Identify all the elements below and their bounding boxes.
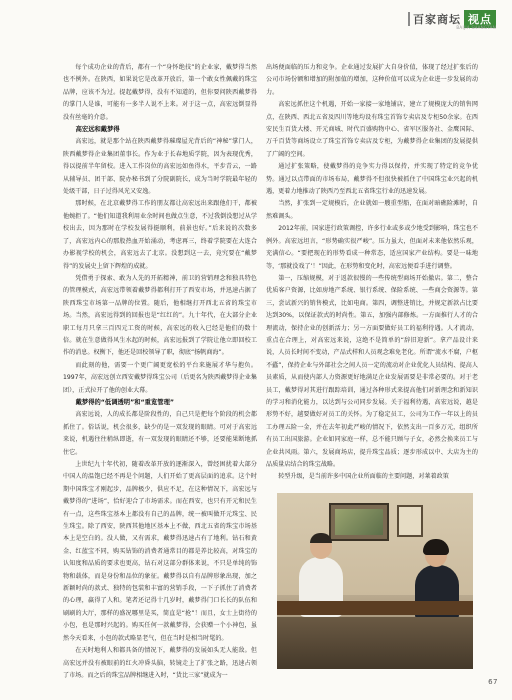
wall-frame — [397, 505, 423, 537]
paragraph: 那时候，在北京戴梦得工作的朋友都让高宏远出来跟他们干，都被他婉拒了。“他们知道我利用业余时间也做点生意，不过我倒没想过从学校出去，因为那时在学校发展得挺顺利，前景也好。”后来说的次数多了，高宏远内心的那股热血开始涌动，考虑再三，终着学院要在大连合办影视学校的机会，高宏远去了北京。没想到这一去，竟究要在“戴梦得”的发展史上留下辉煌的成就。 — [63, 200, 257, 270]
page-number — [488, 678, 498, 686]
paragraph: 凭借勇于探索、敢为人先的开拓精神，前卫的营销理念和独具特色的管理模式，高宏远带领着戴梦得都利打开了西安市场，并迅速占据了陕西珠宝市场第一品牌的位置。随后，他相继打开西北五省的珠宝市场。当然，高宏远得到的回报也是“红红的”。九十年代，在大部分企业职工每月只拿三百四元工资的时候，高宏远的收入已经是他们的数十倍。就在生意做得风生水起的时候，高宏远报到了学院让他立即回校工作的消息。权衡下，他还是回校领导了职，彻底“扬帆商海”。 — [63, 274, 257, 357]
paragraph: 在天时地利人和都具备的情况下，戴梦得的发展如头无人能敌。但高宏远并没有被眼前的红火冲昏头脑，转镜走上了扩张之路，迅速占领了市场。而之后的珠宝品牌相继进入时，“货比三家”就成为一 — [63, 647, 257, 679]
page-number-value: 67 — [488, 678, 498, 686]
paragraph: 高宏远说，人的成长都是阶段性的，自己只是把每个阶段的机会都抓住了。俗话说，机会很多，缺少的是一双发现的眼睛。可对于高宏远来说，机遇往往稍纵即逝，有一双发现的眼睛还不够，还要能果断地抓住它。 — [63, 411, 257, 456]
article-column-right — [266, 62, 478, 484]
wall-painting — [329, 503, 389, 541]
paragraph: 当然，扩张到一定规模后，企业就如一艘重型船，在面对暗礁险滩时，自然难调头。 — [266, 200, 478, 220]
paragraph: 上世纪九十年代初，随着改革开放的逐渐深入，曾经困扰着大部分中国人的温饱已经不再是个问题，人们开始了更高层面的追求。这个时期中国珠宝才刚起步，品牌极少，供应不足，在这种情况下，高宏远与戴梦得的“进场”，恰好迎合了市场需求。而在西安，也只有开元和民生有一点，这些珠宝基本上都没有自己的品牌，统一被叫做开元珠宝、民生珠宝。除了西安，陕西其他地区基本上不做，西北五省的珠宝市场基本上是空白的。没人做，又有需求，戴梦得迅速占有了地利。钻石和黄金、红蓝宝不同，购买钻饰的消费者通常目的都是养比较高，对珠宝的认知度和品质的要求也更高，钻石对这部分群体来说，不只是单纯的饰物和载体，而是身份和品位的象征。戴梦得以自有品牌形象出现，加之新颖时尚的款式、独特的包装和丰富的营销手段，一下子抓住了消费者的心理，赢得了人和。笔者还记得十几岁时，戴梦得门口长长的队伍和刷刷的大厅，那样的盛况哪里是买，简直是“抢”！而且，女士上街待的小包，也是那时兴起的。购买任何一款戴梦得，会获赠一个小神包，虽然今天看来，小包的款式略显老气，但在当时是相当时髦的。 — [63, 461, 257, 642]
photo-foreground — [277, 617, 473, 669]
paragraph: 高宏远，就是那个站在陕西戴梦得璀璨屋光背后的“神秘”掌门人，陕西戴梦得企业集团董事长。作为业于长春地质学院，因为表现优秀，得以提前半年留校。进入工作岗位的高宏远如鱼得水，平步青云，一路从辅导员、团干部、院办秘书到了分院副院长，成为当时学院最年轻的处级干部，日子过得风光又安逸。 — [63, 138, 257, 196]
header-divider — [408, 12, 410, 26]
paragraph: 出场便面临的压力和竞争。企业通过发展扩大自身价值，体现了经过扩张后的公司市场份额和增加的附加值的增加，这种价值可以成为企业进一步发展的动力。 — [266, 64, 478, 96]
paragraph: 每个成功企业的背后，都有一个“身怀绝技”的企业家，戴梦得当然也不例外。在陕西，如果说它是改革开放后，第一个敢女性佩戴的珠宝品牌，应该不为过。提起戴梦得，没有不知道的，但你要问陕西戴梦得的掌门人是谁，可能有一多半人说不上来。对于这一点，高宏远倒显得没有丝毫的介意。 — [63, 64, 257, 121]
paragraph: 通过扩张策略，使戴梦得的竞争实力得以保持，并实现了特定的竞争优势。通过以点带面的市场布局，戴梦得不但很快被抓住了中国珠宝业兴起的机遇，更着力地推动了陕西乃至西北五省珠宝行业的迅速发展。 — [266, 163, 478, 196]
section-label: 百家商坛 — [413, 13, 461, 26]
section-heading: 高宏远和戴梦得 — [75, 126, 120, 134]
section-highlight: 视点 — [464, 10, 496, 28]
section-heading: 戴梦得的“低调透明”和“重览管理” — [75, 398, 175, 406]
paragraph: 高宏远抓住这个机遇，开始一家接一家地铺店，建立了规模庞大的销售网点，在陕西、西北五省及四川等地均设有珠宝首饰专卖店及专柜50余家。在西安民生百货大楼、开元商城、时代百盛购物中心、省军区服务社、金鹰国际、万千百货等商场设立了珠宝首饰专卖店及专柜，为戴梦得企业集团的发展提供了广阔的空间。 — [266, 101, 478, 158]
paragraph: 转型升级，是当前许多中国企业所面临的主要问题，对莱着政策 — [278, 473, 449, 481]
paragraph: 2012年前，国家进行政策调控，许多行业或多或少地受到影响，珠宝也不例外。高宏远坦言，“形势确实很严峻”。压力虽大，但面对未来他依然乐观，充满信心。“要把现在的形势看成一种常态，适应国家产业结构。要是一味地等，‘那就没戏了’！”因此，在形势和变化时，高宏远便看手进行调整。 — [266, 225, 478, 270]
meeting-photo — [277, 493, 473, 669]
article-column-left — [63, 62, 257, 682]
paragraph: 第一，压缩规模，对于返款很慢的一些传统型商场开始撤店。第二，整合优质客户资源，比如房地产系统、银行系统、保险系统、一些商会资源等。第三，尝试新兴的销售模式，比如电商。第四，调整进销比，并规定新款占比要达到30%，以保证款式的时尚性。第五，加强内部修炼。一方面推行人才的合理流动，保持企业的创新活力；另一方面要做好员工的福利待遇。人才流动，重点在合理上，对高宏远来说，这绝不是简单的“辞旧迎新”。拿产品设计来说，人员长时间不变动，产品式样和人员观念难免老化。所谓“流水不腐，户枢不蠹”，保持企业与外部社会之间人员一定的流动对企业优化人员结构、提高人员素质，从而使内部人力资源更好地满足企业发展需要是非常必要的。对于老员工，戴梦得对其进行跟踪培训，通过各种形式来提高他们对新理念和新知识的学习和消化能力，以达到与公司同步发展。关于福利待遇，高宏远说，越是形势不好，越要做好对员工的关怀。为了稳定员工，公司为工作一年以上的员工办理五险一金，并在去年初此严峻的情况下，依然支出一百多万元，组织所有员工出国旅游。企业如同家庭一样，总不能只顾与子女，必然会换来员工与企业共风雨。第六，发展商场店，提升珠宝品质；逐步形成以中、大店为主的品质量店结合的珠宝战略。 — [266, 274, 478, 468]
paragraph: 而此刻的他，需要一个更广阔更宽松的平台来施展才华与抱负。1997年，高宏远创立西安戴梦得珠宝公司（后更名为陕西戴梦得企业集团），正式拉开了他的创业大幕。 — [63, 361, 257, 394]
photo-table — [277, 601, 473, 615]
person-right-hair — [423, 539, 449, 555]
section-subtitle: BAIJIA SHANGTAN — [456, 25, 496, 30]
